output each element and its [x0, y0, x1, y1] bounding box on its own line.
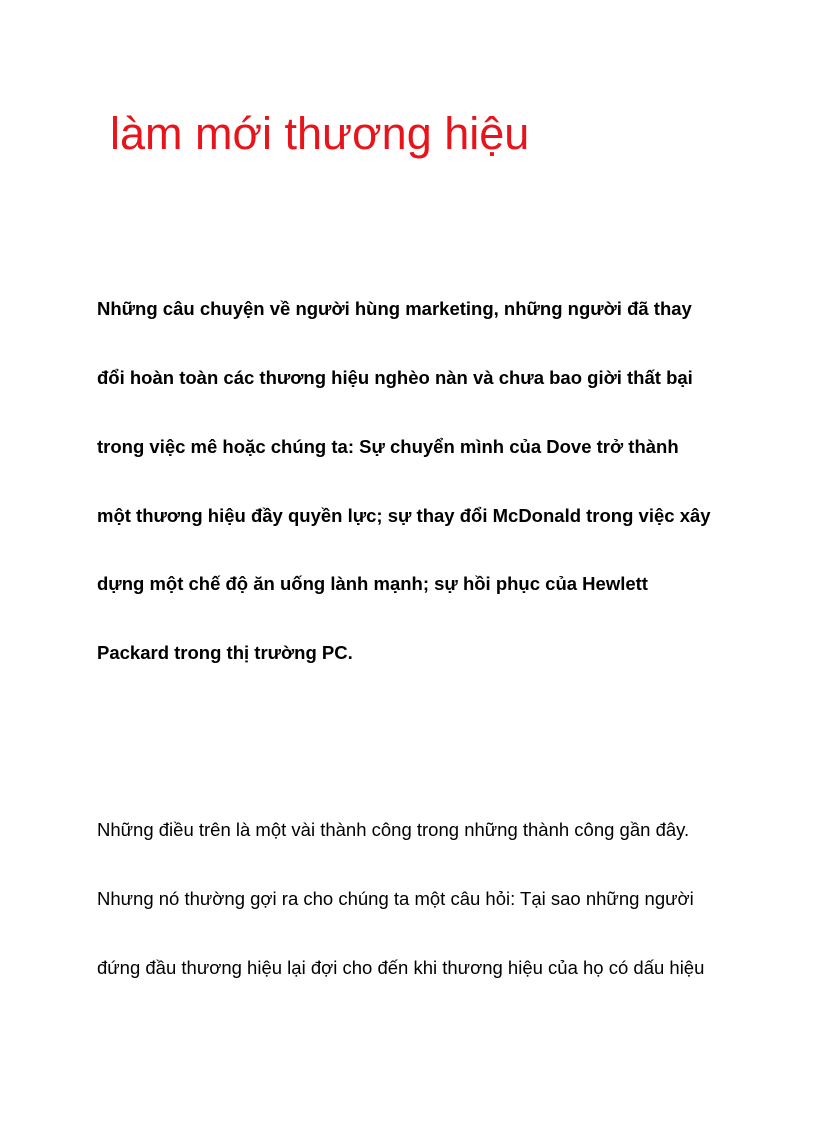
- body-line: Những điều trên là một vài thành công trong những thành công gần đây.: [97, 819, 690, 840]
- intro-line: dựng một chế độ ăn uống lành mạnh; sự hồi phục của Hewlett: [97, 573, 648, 594]
- intro-line: Packard trong thị trường PC.: [97, 642, 353, 663]
- page-title: làm mới thương hiệu: [110, 108, 530, 159]
- intro-line: đổi hoàn toàn các thương hiệu nghèo nàn và chưa bao giời thất bại: [97, 367, 693, 388]
- intro-line: trong việc mê hoặc chúng ta: Sự chuyển mình của Dove trở thành: [97, 436, 679, 457]
- body-line: đứng đầu thương hiệu lại đợi cho đến khi thương hiệu của họ có dấu hiệu: [97, 957, 705, 978]
- body-line: Nhưng nó thường gợi ra cho chúng ta một câu hỏi: Tại sao những người: [97, 888, 694, 909]
- intro-line: Những câu chuyện về người hùng marketing, những người đã thay: [97, 298, 692, 319]
- intro-line: một thương hiệu đầy quyền lực; sự thay đổi McDonald trong việc xây: [97, 505, 711, 526]
